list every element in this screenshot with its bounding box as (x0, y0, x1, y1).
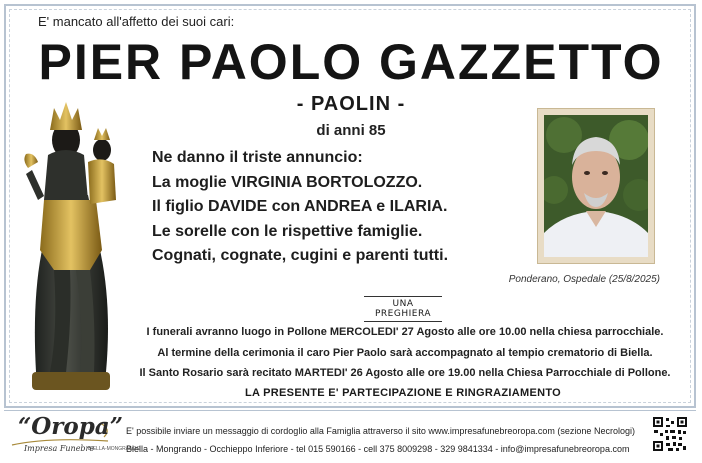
mourners-line: Le sorelle con le rispettive famiglie. (152, 222, 423, 240)
mourners-list (152, 146, 448, 269)
funeral-details (0, 322, 702, 384)
deceased-age: di anni 85 (316, 122, 386, 139)
intro-text: E' mancato all'affetto dei suoi cari: (38, 14, 235, 29)
deceased-name: PIER PAOLO GAZZETTO (38, 34, 664, 90)
mourners-line: Ne danno il triste annuncio: (152, 149, 363, 166)
mourners-line: La moglie VIRGINIA BORTOLOZZO. (152, 173, 423, 191)
qr-code-icon[interactable] (652, 416, 688, 452)
footer-condolence-line: E' possibile inviare un messaggio di cordoglio alla Famiglia attraverso il sito www.impresafunebreoropa.com (sezione Necrologi) (126, 426, 635, 436)
logo-location: BIELLA-MONGRANDO (88, 446, 141, 452)
footer-divider (4, 410, 696, 411)
logo-name: “Oropa” (18, 413, 123, 440)
prayer-label: UNA PREGHIERA (364, 296, 442, 322)
funeral-line: Al termine della cerimonia il caro Pier Paolo sarà accompagnato al tempio crematorio di Biella. (157, 346, 653, 359)
place-and-date: Ponderano, Ospedale (25/8/2025) (508, 274, 660, 285)
mourners-line: Il figlio DAVIDE con ANDREA e ILARIA. (152, 198, 448, 215)
funeral-line: I funerali avranno luogo in Pollone MERCOLEDI' 27 Agosto alle ore 10.00 nella chiesa parrocchiale. (146, 326, 664, 338)
mourners-line: Cognati, cognate, cugini e parenti tutti. (152, 247, 449, 264)
portrait-frame (537, 108, 655, 264)
footer-contact (126, 422, 635, 458)
logo-subtitle: Impresa Funebre (24, 444, 95, 453)
closing-statement: LA PRESENTE E' PARTECIPAZIONE E RINGRAZIAMENTO (244, 387, 562, 399)
footer-contacts-line: Biella - Mongrando - Occhieppo Inferiore - tel 015 590166 - cell 375 8009298 - 329 9841334 - info@impresafunebreoropa.com (126, 444, 630, 454)
portrait-photo (544, 115, 648, 257)
funeral-line: Il Santo Rosario sarà recitato MARTEDI' 26 Agosto alle ore 19.00 nella Chiesa Parrocchiale di Pollone. (139, 367, 671, 379)
deceased-nickname: - PAOLIN - (296, 93, 406, 115)
